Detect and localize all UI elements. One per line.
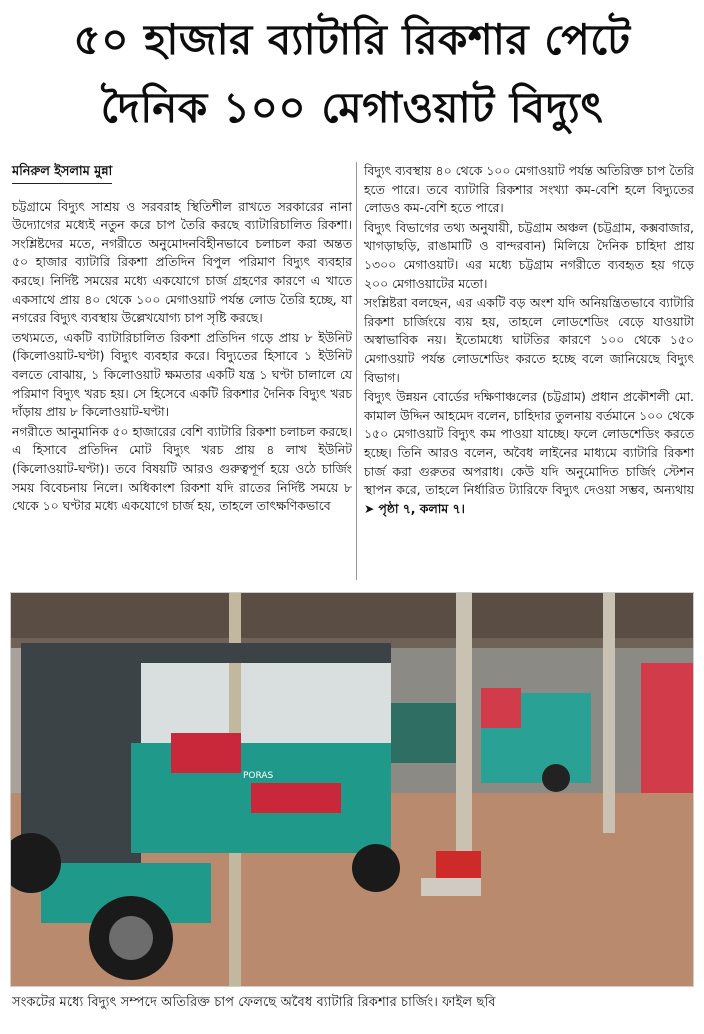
rickshaw-red-right <box>641 663 694 793</box>
rickshaw-brand-label: PORAS <box>243 771 274 781</box>
article-column-right <box>364 162 694 519</box>
wheel-hub <box>109 916 153 960</box>
rickshaw-seat <box>171 733 241 773</box>
paragraph-with-jump <box>364 388 694 518</box>
photo-rickshaws-illustration <box>11 593 694 987</box>
rickshaw-background-seat <box>481 688 521 728</box>
pole <box>603 593 615 833</box>
paragraph: চট্টগ্রামে বিদ্যুৎ সাশ্রয় ও সরবরাহ স্থিতিশীল রাখতে সরকারের নানা উদ্যোগের মধ্যেই নতুন করে চাপ তৈরি করছে ব্যাটারিচালিত রিকশা। সংশ্লিষ্টদের মতে, নগরীতে অনুমোদনবিহীনভাবে চলাচল করা অন্তত ৫০ হাজার ব্যাটারি রিকশা প্রতিদিন বিপুল পরিমাণ বিদ্যুৎ ব্যবহার করছে। নির্দিষ্ট সময়ের মধ্যে একযোগে চার্জ গ্রহণের কারণে এ খাতে একসাথে প্রায় ৪০ থেকে ১০০ মেগাওয়াট পর্যন্ত লোড তৈরি হচ্ছে, যা নগরের বিদ্যুৎ ব্যবস্থায় উল্লেখযোগ্য চাপ সৃষ্টি করছে। <box>12 198 352 326</box>
paragraph-text: বিদ্যুৎ উন্নয়ন বোর্ডের দক্ষিণাঞ্চলের (চট্টগ্রাম) প্রধান প্রকৌশলী মো. কামাল উদ্দিন আহমেদ বলেন, চাহিদার তুলনায় বর্তমানে ১০০ থেকে ১৫০ মেগাওয়াট বিদ্যুৎ কম পাওয়া যাচ্ছে। ফলে লোডশেডিং করতে হচ্ছে। তিনি আরও বলেন, অবৈধ লাইনের মাধ্যমে ব্যাটারি রিকশা চার্জ করা গুরুতর অপরাধ। কেউ যদি অনুমোদিত চার্জিং স্টেশন স্থাপন করে, তাহলে নির্ধারিত ট্যারিফে বিদ্যুৎ দেওয়া সম্ভব, অন্যথায় <box>364 389 694 498</box>
continuation-jump[interactable]: পৃষ্ঠা ৭, কলাম ৭। <box>378 500 465 516</box>
paragraph: বিদ্যুৎ বিভাগের তথ্য অনুযায়ী, চট্টগ্রাম অঞ্চল (চট্টগ্রাম, কক্সবাজার, খাগড়াছড়ি, রাঙামাটি ও বান্দরবান) মিলিয়ে দৈনিক চাহিদা প্রায় ১৩০০ মেগাওয়াট। এর মধ্যে চট্টগ্রাম নগরীতে ব্যবহৃত হয় গড়ে ২০০ মেগাওয়াটের মতো। <box>364 219 694 291</box>
photo-caption: সংকটের মধ্যে বিদ্যুৎ সম্পদে অতিরিক্ত চাপ ফেলছে অবৈধ ব্যাটারি রিকশার চার্জিং। ফাইল ছবি <box>12 995 496 1010</box>
paragraph: নগরীতে আনুমানিক ৫০ হাজারের বেশি ব্যাটারি রিকশা চলাচল করছে। এ হিসাবে প্রতিদিন মোট বিদ্যুৎ খরচ প্রায় ৪ লাখ ইউনিট (কিলোওয়াট-ঘণ্টা)। তবে বিষয়টি আরও গুরুত্বপূর্ণ হয়ে ওঠে চার্জিং সময় বিবেচনায় নিলে। অধিকাংশ রিকশা যদি রাতের নির্দিষ্ট সময়ে ৮ থেকে ১০ ঘণ্টার মধ্যে একযোগে চার্জ হয়, তাহলে তাৎক্ষণিকভাবে <box>12 423 352 514</box>
pole <box>456 593 472 883</box>
battery-charger <box>436 851 481 881</box>
roof <box>11 593 694 638</box>
wheel <box>542 764 570 792</box>
headline-line-1: ৫০ হাজার ব্যাটারি রিকশার পেটে <box>73 15 631 64</box>
paragraph: বিদ্যুৎ ব্যবস্থায় ৪০ থেকে ১০০ মেগাওয়াট পর্যন্ত অতিরিক্ত চাপ তৈরি হতে পারে। তবে ব্যাটারি রিকশার সংখ্যা কম-বেশি হলে বিদ্যুতের লোডও কম-বেশি হতে পারে। <box>364 163 694 216</box>
canopy-top <box>41 643 391 663</box>
rickshaw-seat <box>251 783 341 813</box>
arrow-right-icon: ➤ <box>364 500 375 516</box>
article-column-left <box>12 162 352 517</box>
rickshaw-background-2 <box>391 703 461 763</box>
column-divider <box>356 162 357 580</box>
headline <box>0 6 704 156</box>
headline-line-2: দৈনিক ১০০ মেগাওয়াট বিদ্যুৎ <box>100 83 604 132</box>
charger-stand <box>421 878 481 896</box>
paragraph: তথ্যমতে, একটি ব্যাটারিচালিত রিকশা প্রতিদিন গড়ে প্রায় ৮ ইউনিট (কিলোওয়াট-ঘণ্টা) বিদ্যুৎ ব্যবহার করে। বিদ্যুতের হিসাবে ১ ইউনিট বলতে বোঝায়, ১ কিলোওয়াট ক্ষমতার একটি যন্ত্র ১ ঘণ্টা চালালে যে পরিমাণ বিদ্যুৎ খরচ হয়। সে হিসেবে একটি রিকশার দৈনিক বিদ্যুৎ খরচ দাঁড়ায় প্রায় ৮ কিলোওয়াট-ঘণ্টা। <box>12 329 352 420</box>
news-photo <box>10 592 694 987</box>
byline: মনিরুল ইসলাম মুন্না <box>12 163 112 184</box>
paragraph: সংশ্লিষ্টরা বলছেন, এর একটি বড় অংশ যদি অনিয়ন্ত্রিতভাবে ব্যাটারি রিকশা চার্জিংয়ে ব্যয় হয়, তাহলে লোডশেডিং বেড়ে যাওয়াটা অস্বাভাবিক নয়। ইতোমধ্যে ঘাটতির কারণে ১০০ থেকে ১৫০ মেগাওয়াট পর্যন্ত লোডশেডিং করতে হচ্ছে বলে জানিয়েছে বিদ্যুৎ বিভাগ। <box>364 295 694 385</box>
wheel <box>352 844 400 892</box>
